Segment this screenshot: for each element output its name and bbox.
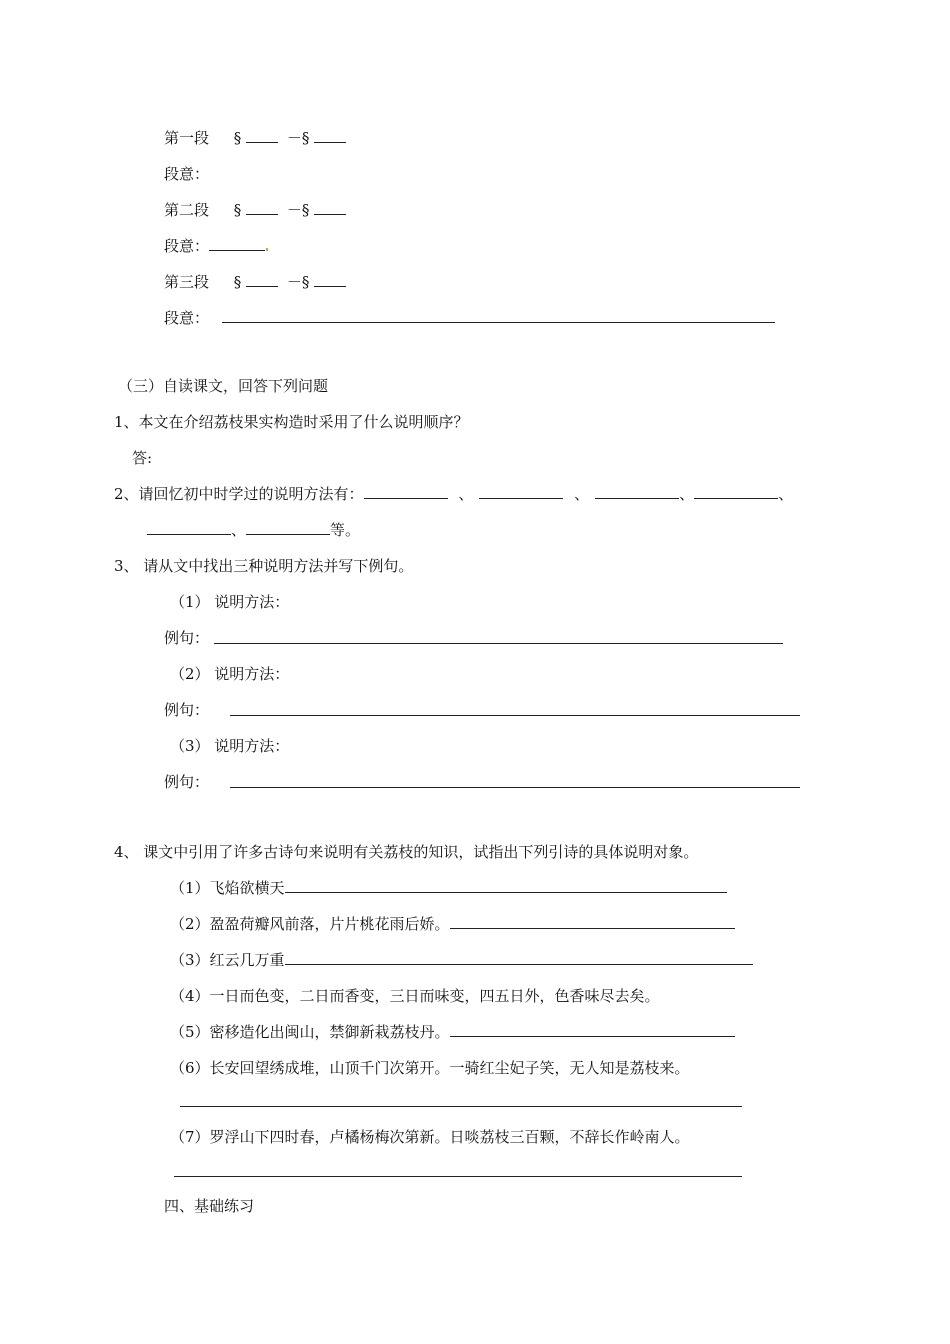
method-3-label: （3） 说明方法： — [170, 737, 290, 755]
poem-1 — [170, 878, 727, 898]
separator: 、 — [778, 485, 794, 503]
para3-meaning-line[interactable] — [222, 322, 775, 323]
example-3-line[interactable] — [230, 787, 800, 788]
para2-start-blank[interactable] — [246, 200, 278, 215]
question-2-row — [114, 484, 793, 504]
para1-dash: －§ — [286, 129, 310, 147]
para1-row — [164, 128, 346, 148]
poem-2 — [170, 914, 735, 934]
separator: 、 — [679, 485, 695, 503]
poem-6-text: （6）长安回望绣成堆，山顶千门次第开。一骑红尘妃子笑，无人知是荔枝来。 — [170, 1059, 690, 1077]
para2-end-blank[interactable] — [314, 200, 346, 215]
para3-end-blank[interactable] — [314, 272, 346, 287]
method-1-label: （1） 说明方法： — [170, 593, 290, 611]
answer-1-label: 答: — [132, 449, 153, 467]
poem-3 — [170, 950, 753, 970]
separator: 、 — [458, 485, 474, 503]
poem-7-answer-line[interactable] — [174, 1176, 742, 1177]
para1-start-blank[interactable] — [246, 128, 278, 143]
poem-5-answer-line[interactable] — [450, 1022, 735, 1037]
poem-1-text: （1）飞焰欲横天 — [170, 879, 285, 897]
para2-label: 第二段 — [164, 201, 210, 219]
example-1-line[interactable] — [214, 643, 783, 644]
mark-dot — [266, 248, 268, 251]
poem-6-answer-line[interactable] — [180, 1106, 742, 1107]
poem-2-text: （2）盈盈荷瓣风前落，片片桃花雨后娇。 — [170, 915, 450, 933]
para1-end-blank[interactable] — [314, 128, 346, 143]
method-blank-3[interactable] — [595, 484, 679, 499]
question-2-row2 — [147, 520, 360, 540]
example-3-label: 例句： — [164, 773, 210, 791]
para1-meaning-label: 段意： — [164, 165, 210, 183]
poem-3-answer-line[interactable] — [285, 950, 753, 965]
poem-4-text: （4）一日而色变，二日而香变，三日而味变，四五日外，色香味尽去矣。 — [170, 987, 660, 1005]
para2-meaning-label: 段意： — [164, 237, 210, 255]
poem-5-text: （5）密移造化出闽山，禁御新栽荔枝丹。 — [170, 1023, 450, 1041]
para2-dash: －§ — [286, 201, 310, 219]
para3-dash: －§ — [286, 273, 310, 291]
poem-2-answer-line[interactable] — [450, 914, 735, 929]
para2-row — [164, 200, 346, 220]
para2-symbol: § — [233, 201, 242, 219]
poem-1-answer-line[interactable] — [285, 878, 727, 893]
section4-heading: 四、基础练习 — [164, 1197, 255, 1215]
question-2-end: 等。 — [330, 521, 361, 539]
method-blank-2[interactable] — [479, 484, 563, 499]
question-1: 1、本文在介绍荔枝果实构造时采用了什么说明顺序？ — [114, 413, 469, 431]
question-3: 3、 请从文中找出三种说明方法并写下例句。 — [114, 557, 414, 575]
method-blank-1[interactable] — [364, 484, 448, 499]
poem-7-text: （7）罗浮山下四时春，卢橘杨梅次第新。日啖荔枝三百颗，不辞长作岭南人。 — [170, 1128, 690, 1146]
para1-label: 第一段 — [164, 129, 210, 147]
question-2: 2、请回忆初中时学过的说明方法有： — [114, 485, 364, 503]
para3-meaning-label: 段意： — [164, 309, 210, 327]
poem-5 — [170, 1022, 735, 1042]
example-1-label: 例句： — [164, 629, 210, 647]
poem-3-text: （3）红云几万重 — [170, 951, 285, 969]
question-4: 4、 课文中引用了许多古诗句来说明有关荔枝的知识，试指出下列引诗的具体说明对象。 — [114, 843, 699, 861]
para2-meaning-row — [164, 236, 268, 256]
method-blank-5[interactable] — [147, 520, 231, 535]
section3-heading: （三）自读课文，回答下列问题 — [118, 377, 329, 395]
para3-symbol: § — [233, 273, 242, 291]
para1-symbol: § — [233, 129, 242, 147]
example-2-label: 例句： — [164, 701, 210, 719]
method-2-label: （2） 说明方法： — [170, 665, 290, 683]
method-blank-4[interactable] — [694, 484, 778, 499]
separator: 、 — [231, 521, 247, 539]
example-2-line[interactable] — [230, 715, 800, 716]
para3-start-blank[interactable] — [246, 272, 278, 287]
para2-meaning-blank[interactable] — [209, 236, 265, 251]
method-blank-6[interactable] — [246, 520, 330, 535]
para3-row — [164, 272, 346, 292]
para3-label: 第三段 — [164, 273, 210, 291]
separator: 、 — [574, 485, 590, 503]
